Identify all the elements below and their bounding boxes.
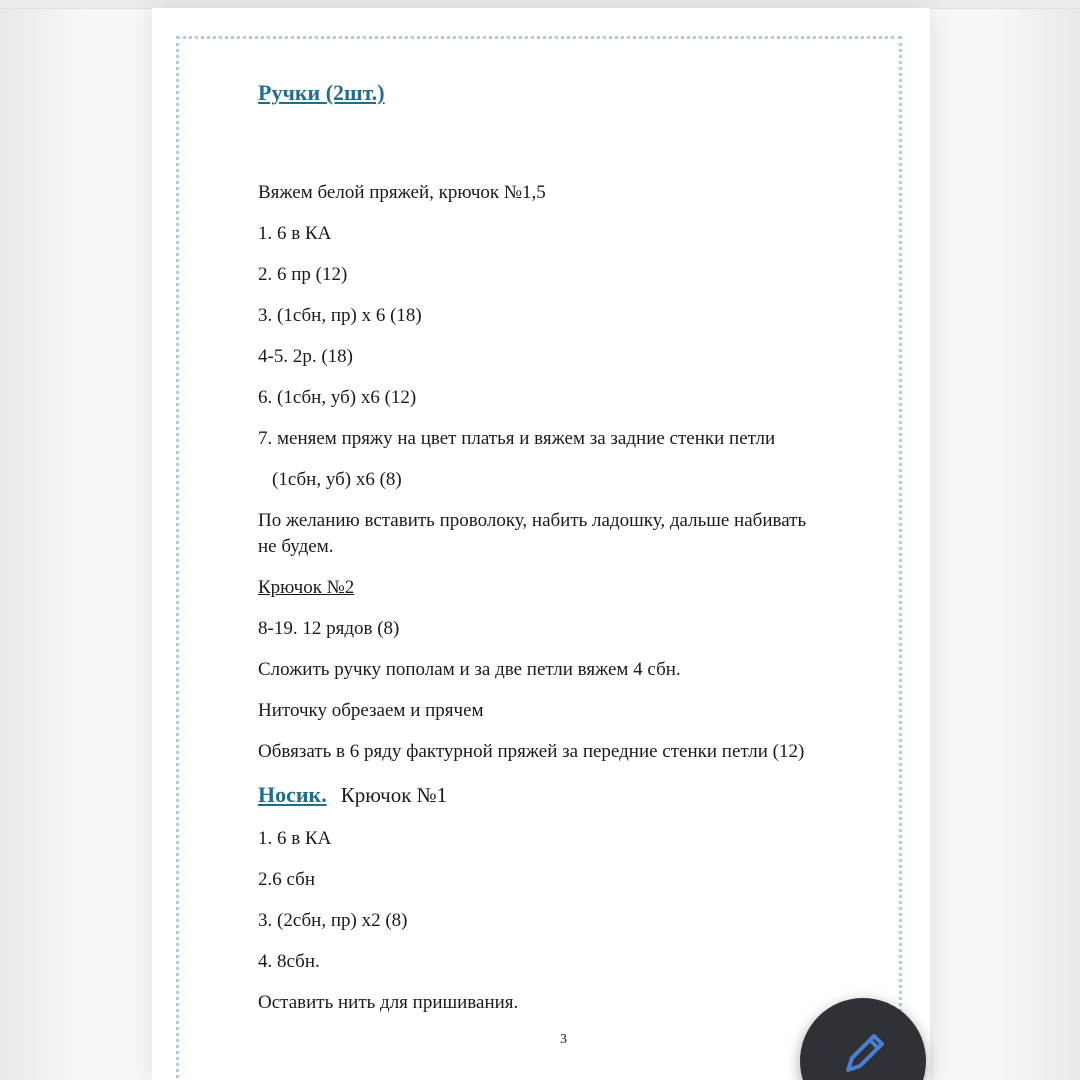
row-8-19: 8-19. 12 рядов (8) (258, 618, 400, 639)
fold-instruction: Сложить ручку пополам и за две петли вяжем 4 сбн. (258, 659, 681, 680)
nose-title: Носик. (258, 782, 327, 807)
page-content (258, 78, 888, 1031)
page-number: 3 (560, 1032, 567, 1047)
nose-row-4: 4. 8сбн. (258, 951, 320, 972)
row-7: 7. меняем пряжу на цвет платья и вяжем за задние стенки петли (258, 428, 776, 449)
nose-hook: Крючок №1 (340, 783, 448, 807)
row-1: 1. 6 в КА (258, 223, 332, 244)
document-page (152, 8, 930, 1080)
section-title-handles: Ручки (2шт.) (258, 80, 385, 105)
section-title-nose (258, 780, 888, 810)
note-line-1: По желанию вставить проволоку, набить ладошку, дальше набивать (258, 510, 807, 531)
nose-finish: Оставить нить для пришивания. (258, 992, 519, 1013)
nose-row-2: 2.6 сбн (258, 869, 315, 890)
intro-line: Вяжем белой пряжей, крючок №1,5 (258, 182, 546, 203)
pencil-icon (840, 1028, 890, 1078)
edging-instruction: Обвязать в 6 ряду фактурной пряжей за передние стенки петли (12) (258, 741, 805, 762)
nose-row-3: 3. (2сбн, пр) х2 (8) (258, 910, 408, 931)
note-line-2: не будем. (258, 536, 334, 557)
row-3: 3. (1сбн, пр) х 6 (18) (258, 305, 422, 326)
row-4-5: 4-5. 2р. (18) (258, 346, 353, 367)
row-6: 6. (1сбн, уб) х6 (12) (258, 387, 417, 408)
cut-instruction: Ниточку обрезаем и прячем (258, 700, 484, 721)
row-2: 2. 6 пр (12) (258, 264, 348, 285)
hook-label: Крючок №2 (258, 577, 355, 598)
nose-row-1: 1. 6 в КА (258, 828, 332, 849)
row-7-continued: (1сбн, уб) х6 (8) (272, 469, 402, 490)
